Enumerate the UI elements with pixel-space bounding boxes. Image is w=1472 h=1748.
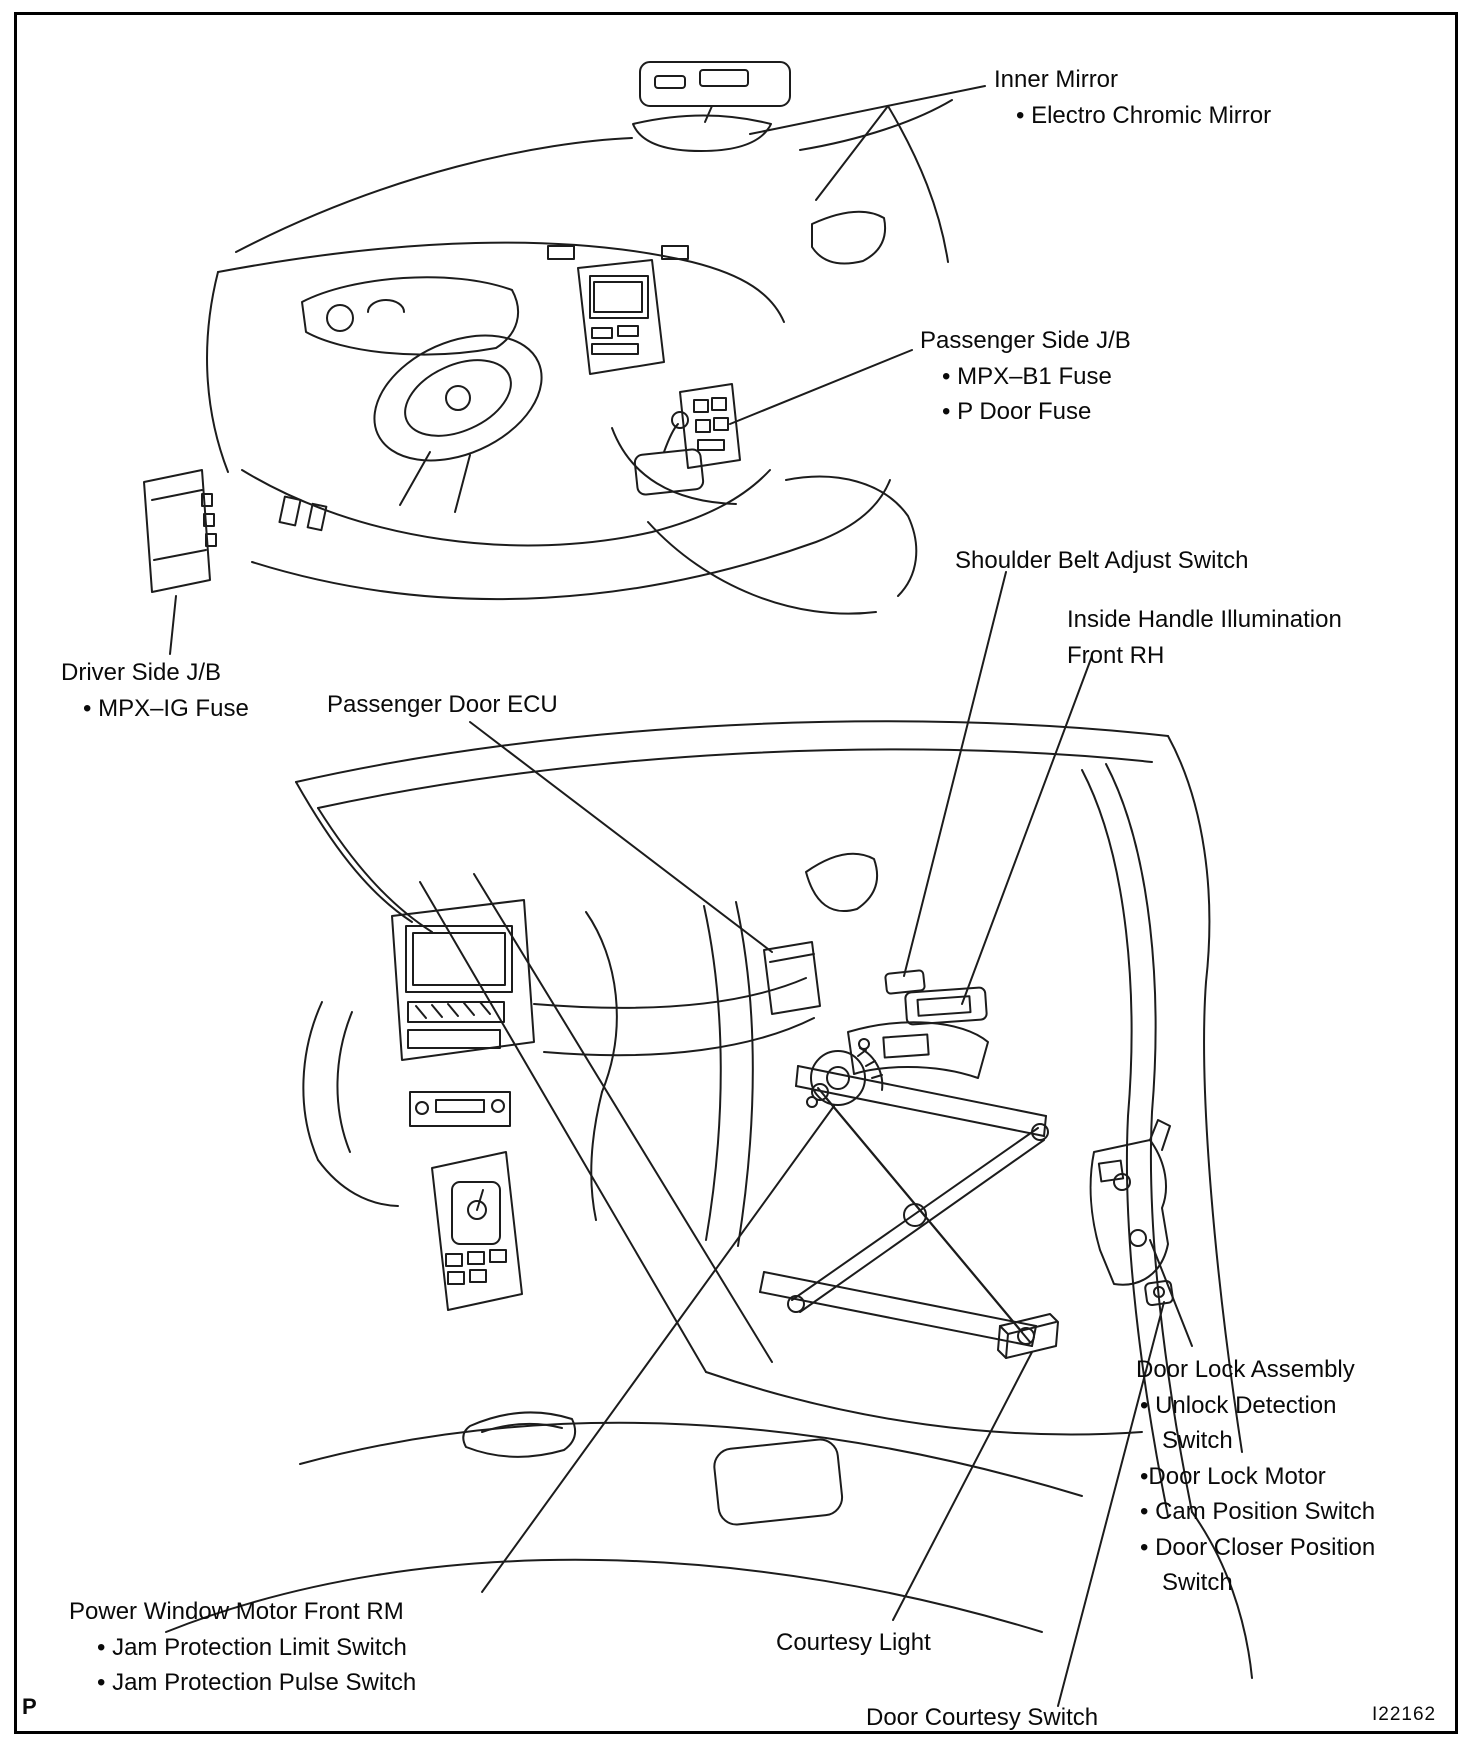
callout-item: • Electro Chromic Mirror <box>1016 101 1272 129</box>
callout-inner-mirror <box>994 62 1271 133</box>
callout-item: • Unlock Detection Switch <box>1140 1391 1337 1455</box>
center-stack-drawing <box>548 246 688 374</box>
callout-title: Courtesy Light <box>776 1629 931 1656</box>
page-letter: P <box>22 1694 37 1719</box>
callout-item: • Cam Position Switch <box>1140 1498 1376 1526</box>
callout-title: Shoulder Belt Adjust Switch <box>955 547 1249 574</box>
door-pocket-drawing <box>713 1438 844 1527</box>
lower-door-drawing <box>166 721 1252 1678</box>
callout-passenger-jb <box>920 323 1131 430</box>
window-regulator-drawing <box>760 1039 1048 1346</box>
callout-door-lock-assembly <box>1136 1352 1376 1601</box>
figure-code: I22162 <box>1372 1704 1437 1725</box>
callout-power-window-motor <box>69 1594 416 1701</box>
inside-handle-illumination-drawing <box>905 987 987 1025</box>
callout-passenger-door-ecu <box>327 687 558 723</box>
callout-item: • P Door Fuse <box>942 398 1092 426</box>
callout-title: Passenger Side J/B <box>920 327 1131 354</box>
instrument-cluster-drawing <box>302 277 518 354</box>
callout-title: Door Lock Assembly <box>1136 1356 1355 1383</box>
steering-wheel-drawing <box>355 311 561 512</box>
shifter-drawing <box>612 412 736 504</box>
overhead-console-drawing <box>640 62 790 122</box>
navigation-stack-drawing <box>392 900 534 1126</box>
callout-item: • Jam Protection Pulse Switch <box>97 1669 417 1697</box>
driver-jb-drawing <box>144 470 216 592</box>
callout-title: Inner Mirror <box>994 66 1119 93</box>
console-shifter-drawing <box>432 1152 522 1310</box>
callout-item: • MPX–IG Fuse <box>83 694 249 722</box>
callout-item: • Door Closer Position Switch <box>1140 1533 1376 1597</box>
door-pull-handle-drawing <box>463 1412 575 1456</box>
callout-title: Passenger Door ECU <box>327 691 558 718</box>
passenger-jb-drawing <box>680 384 740 468</box>
callout-item: •Door Lock Motor <box>1140 1462 1326 1490</box>
callout-item: • MPX–B1 Fuse <box>942 362 1112 390</box>
callout-title: Door Courtesy Switch <box>866 1704 1099 1731</box>
callout-driver-jb <box>61 655 249 726</box>
callout-shoulder-belt-switch <box>955 543 1249 579</box>
upper-dashboard-drawing <box>144 62 952 614</box>
side-mirror-drawing <box>812 212 885 264</box>
callout-item: • Jam Protection Limit Switch <box>97 1633 407 1661</box>
armrest-panel-drawing <box>848 1022 988 1078</box>
callout-title: Power Window Motor Front RM <box>69 1598 404 1625</box>
callout-door-courtesy-switch <box>866 1700 1098 1736</box>
callout-title: Driver Side J/B <box>61 659 222 686</box>
callout-title-line1: Inside Handle Illumination <box>1067 606 1342 633</box>
callout-inside-handle-illumination <box>1067 602 1342 673</box>
callout-courtesy-light <box>776 1625 931 1661</box>
callout-title-line2: Front RH <box>1067 641 1165 669</box>
